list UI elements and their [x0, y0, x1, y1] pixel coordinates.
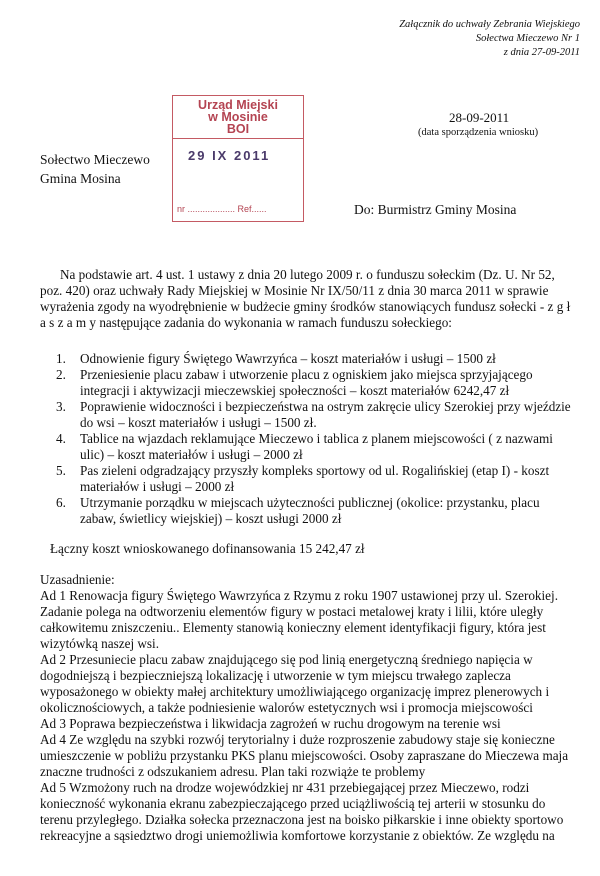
attachment-note — [399, 18, 580, 60]
list-item — [56, 351, 576, 367]
justification-title: Uzasadnienie: — [40, 572, 115, 587]
list-item — [56, 399, 576, 431]
item-number: 3. — [56, 399, 66, 414]
item-text: Utrzymanie porządku w miejscach użyteczności publicznej (okolice: przystanku, placu zabaw, świetlicy wiejskiej) – koszt usługi 2000 zł — [80, 495, 540, 526]
justification-item: Ad 5 Wzmożony ruch na drodze wojewódzkiej nr 431 przebiegającej przez Mieczewo, rodzi konieczność wykonania ekranu zabezpieczającego przed uciążliwością tej arterii w stosunku do terenu przyległego. Działka sołecka przeznaczona jest na boisko piłkarskie i inne obiekty sportowo rekreacyjne a sąsiedztwo drogi uniemożliwia komfortowe korzystanie z obiektów. Ze względu na — [40, 780, 564, 843]
sender-line: Sołectwo Mieczewo — [40, 152, 150, 167]
task-list — [56, 351, 576, 527]
stamp-ref: nr ................... Ref...... — [177, 204, 267, 214]
list-item — [56, 431, 576, 463]
stamp-line: Urząd Miejski — [198, 98, 278, 112]
item-number: 6. — [56, 495, 66, 510]
justification-item: Ad 3 Poprawa bezpieczeństwa i likwidacja zagrożeń w ruchu drogowym na terenie wsi — [40, 716, 501, 731]
total-cost: Łączny koszt wnioskowanego dofinansowania 15 242,47 zł — [50, 541, 365, 556]
document-date: 28-09-2011 — [449, 110, 510, 125]
item-text: Poprawienie widoczności i bezpieczeństwa na ostrym zakręcie ulicy Szerokiej przy wjeździe do wsi – koszt materiałów i usługi – 1500 zł. — [80, 399, 571, 430]
recipient: Do: Burmistrz Gminy Mosina — [354, 202, 517, 217]
stamp-line: w Mosinie — [208, 110, 268, 124]
list-item — [56, 463, 576, 495]
justification-item: Ad 2 Przesuniecie placu zabaw znajdującego się pod linią energetyczną średniego napięcia w dogodniejszą i bezpieczniejszą lokalizację i utworzenie w tym miejscu trwałego zaplecza wyposażonego w obiekty małej architektury umożliwiającego organizację imprez plenerowych i okolicznościowych, a także podniesienie walorów estetycznych wsi i promocja miejscowości — [40, 652, 550, 715]
attachment-line: Załącznik do uchwały Zebrania Wiejskiego — [399, 19, 580, 30]
item-text: Tablice na wjazdach reklamujące Mieczewo i tablica z planem miejscowości ( z nazwami ulic) – koszt materiałów i usługi – 2000 zł — [80, 431, 553, 462]
item-text: Odnowienie figury Świętego Wawrzyńca – koszt materiałów i usługi – 1500 zł — [80, 351, 496, 366]
attachment-line: Sołectwa Mieczewo Nr 1 — [475, 33, 580, 44]
justification-item: Ad 1 Renowacja figury Świętego Wawrzyńca z Rzymu z roku 1907 ustawionej przy ul. Szerokiej. Zadanie polega na odtworzeniu elementów figury w postaci metalowej kraty i lilii, które uległy całkowitemu zniszczeniu.. Elementy stanowią konieczny element identyfikacji figury, która jest wizytówką naszej wsi. — [40, 588, 558, 651]
list-item — [56, 495, 576, 527]
sender-block — [40, 150, 150, 188]
item-number: 1. — [56, 351, 66, 366]
stamp-date: 29 IX 2011 — [188, 148, 271, 163]
date-caption: (data sporządzenia wniosku) — [418, 127, 539, 138]
item-number: 4. — [56, 431, 66, 446]
item-number: 5. — [56, 463, 66, 478]
justification-item: Ad 4 Ze względu na szybki rozwój terytorialny i duże rozproszenie zabudowy staje się konieczne umieszczenie w pobliżu przystanku PKS planu miejscowości. Osoby zapraszane do Mieczewa maja znaczne trudności z odszukaniem adresu. Plan taki rozwiąże te problemy — [40, 732, 569, 779]
stamp-line: BOI — [226, 122, 250, 136]
justification-section — [40, 572, 580, 844]
list-item — [56, 367, 576, 399]
item-text: Przeniesienie placu zabaw i utworzenie placu z ogniskiem jako miejsca sprzyjającego integracji i aktywizacji mieczewskiej społeczności – koszt materiałów 6242,47 zł — [80, 367, 533, 398]
sender-line: Gmina Mosina — [40, 171, 121, 186]
item-text: Pas zieleni odgradzający przyszły kompleks sportowy od ul. Rogalińskiej (etap I) - koszt materiałów i usługi – 2000 zł — [80, 463, 550, 494]
attachment-line: z dnia 27-09-2011 — [503, 47, 580, 58]
intro-paragraph: Na podstawie art. 4 ust. 1 ustawy z dnia 20 lutego 2009 r. o funduszu sołeckim (Dz. U. Nr 52, poz. 420) oraz uchwały Rady Miejskiej w Mosinie Nr IX/50/11 z dnia 30 marca 2011 w sprawie wyrażenia zgody na wyodrębnienie w budżecie gminy środków stanowiących fundusz sołecki - z g ł a s z a m y następujące zadania do wykonania w ramach funduszu sołeckiego: — [40, 267, 571, 330]
item-number: 2. — [56, 367, 66, 382]
office-stamp — [172, 95, 304, 222]
